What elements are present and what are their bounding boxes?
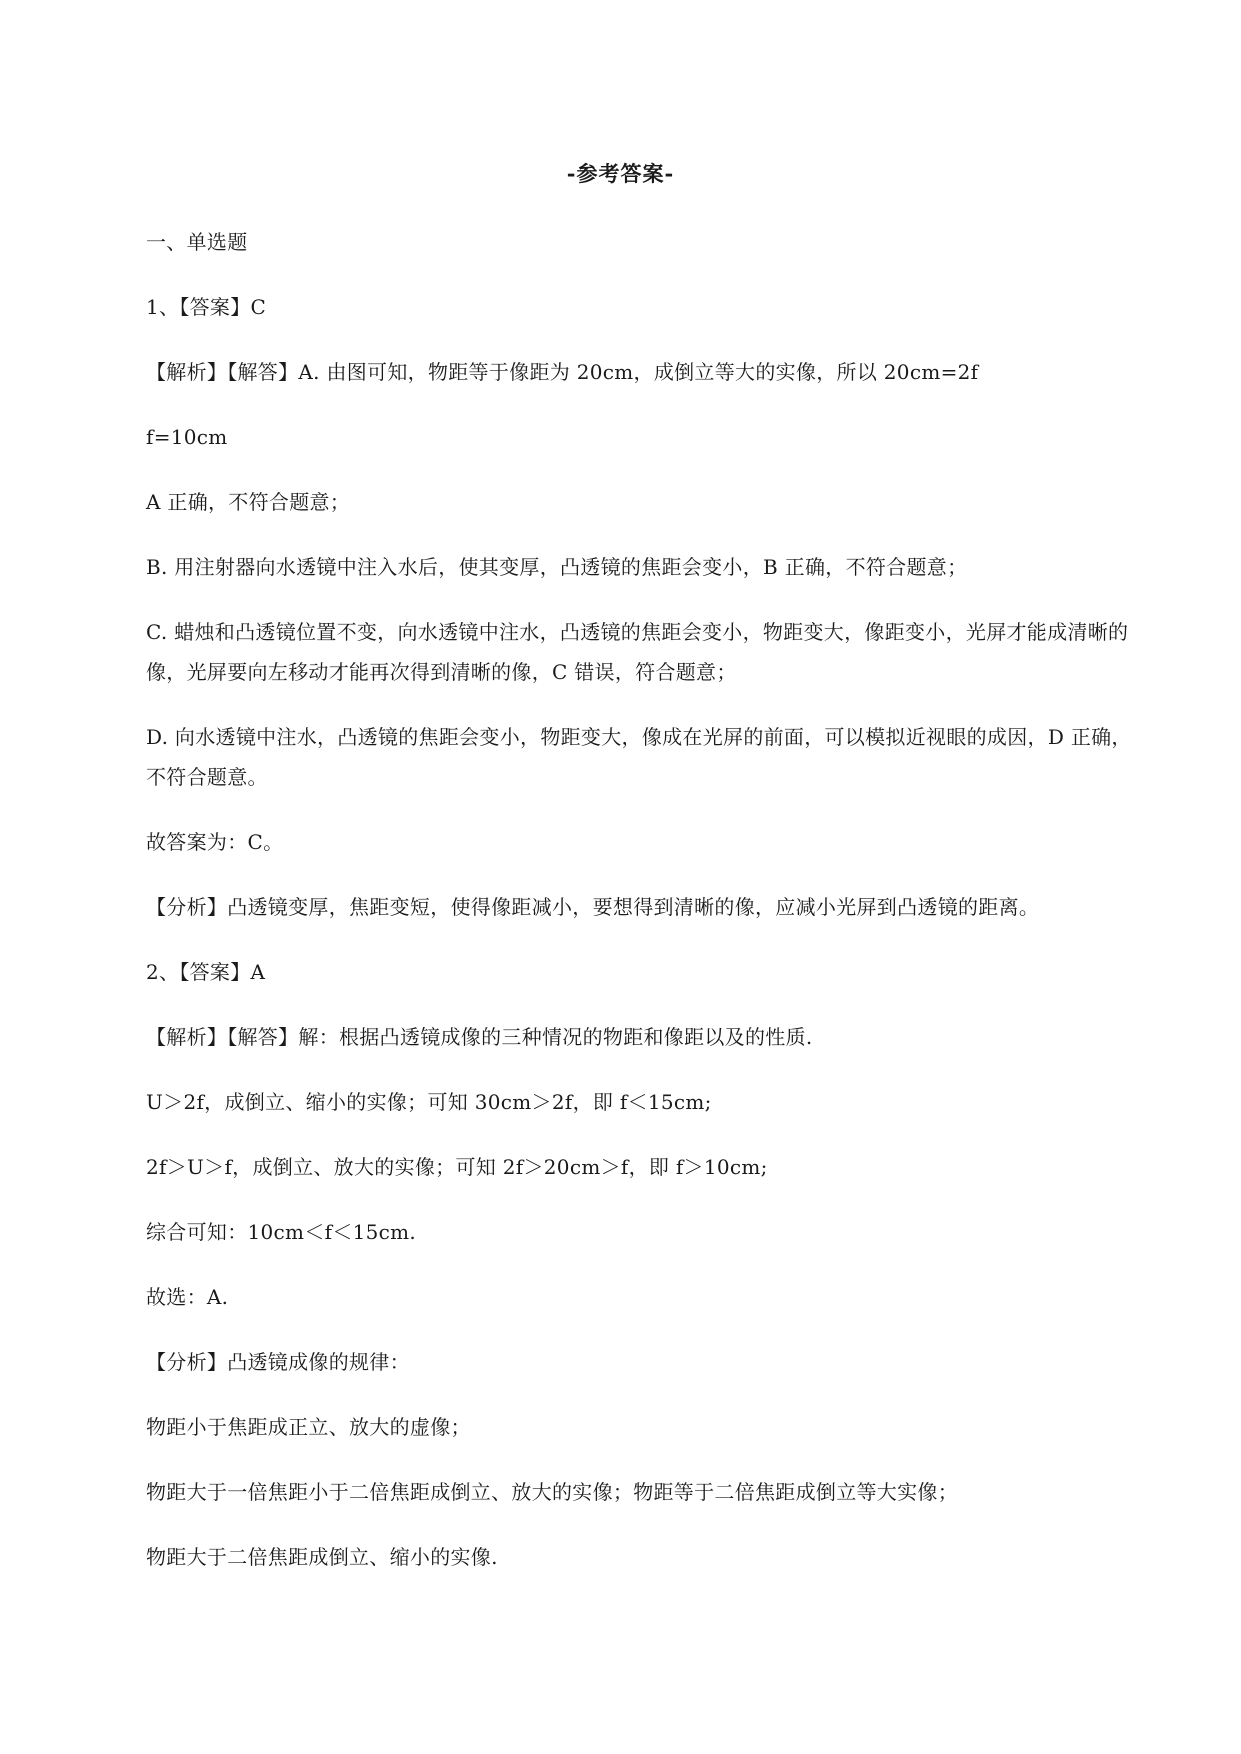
- analysis-line: A 正确，不符合题意；: [146, 490, 351, 514]
- summary-line: 物距小于焦距成正立、放大的虚像；: [146, 1415, 471, 1439]
- conclusion-line: 故选：A.: [146, 1285, 229, 1309]
- analysis-line: D. 向水透镜中注水，凸透镜的焦距会变小，物距变大，像成在光屏的前面，可以模拟近视眼的成因，D 正确，不符合题意。: [146, 725, 1132, 789]
- summary-line: 物距大于二倍焦距成倒立、缩小的实像.: [146, 1545, 498, 1569]
- analysis-line: U＞2f，成倒立、缩小的实像；可知 30cm＞2f，即 f＜15cm;: [146, 1090, 712, 1114]
- analysis-line: 2f＞U＞f，成倒立、放大的实像；可知 2f＞20cm＞f，即 f＞10cm;: [146, 1155, 768, 1179]
- analysis-line: B. 用注射器向水透镜中注入水后，使其变厚，凸透镜的焦距会变小，B 正确，不符合题意；: [146, 555, 968, 579]
- analysis-line: f=10cm: [146, 425, 228, 449]
- summary-line: 物距大于一倍焦距小于二倍焦距成倒立、放大的实像；物距等于二倍焦距成倒立等大实像；: [146, 1480, 958, 1504]
- answer-line: 1、【答案】C: [146, 295, 267, 319]
- conclusion-line: 故答案为：C。: [146, 830, 284, 854]
- page-title: -参考答案-: [566, 161, 675, 186]
- answer-line: 2、【答案】A: [146, 960, 266, 984]
- summary-line: 【分析】凸透镜成像的规律：: [146, 1350, 410, 1374]
- analysis-line: 综合可知：10cm＜f＜15cm.: [146, 1220, 417, 1244]
- analysis-line: 【解析】【解答】解：根据凸透镜成像的三种情况的物距和像距以及的性质.: [146, 1025, 813, 1049]
- analysis-line: 【解析】【解答】A. 由图可知，物距等于像距为 20cm，成倒立等大的实像，所以 20cm=2f: [146, 360, 979, 384]
- answer-content: [146, 222, 1151, 1602]
- section-heading: 一、单选题: [146, 230, 248, 254]
- analysis-line: C. 蜡烛和凸透镜位置不变，向水透镜中注水，凸透镜的焦距会变小，物距变大，像距变小，光屏才能成清晰的像，光屏要向左移动才能再次得到清晰的像，C 错误，符合题意；: [146, 620, 1129, 684]
- summary-line: 【分析】凸透镜变厚，焦距变短，使得像距减小，要想得到清晰的像，应减小光屏到凸透镜的距离。: [146, 895, 1040, 919]
